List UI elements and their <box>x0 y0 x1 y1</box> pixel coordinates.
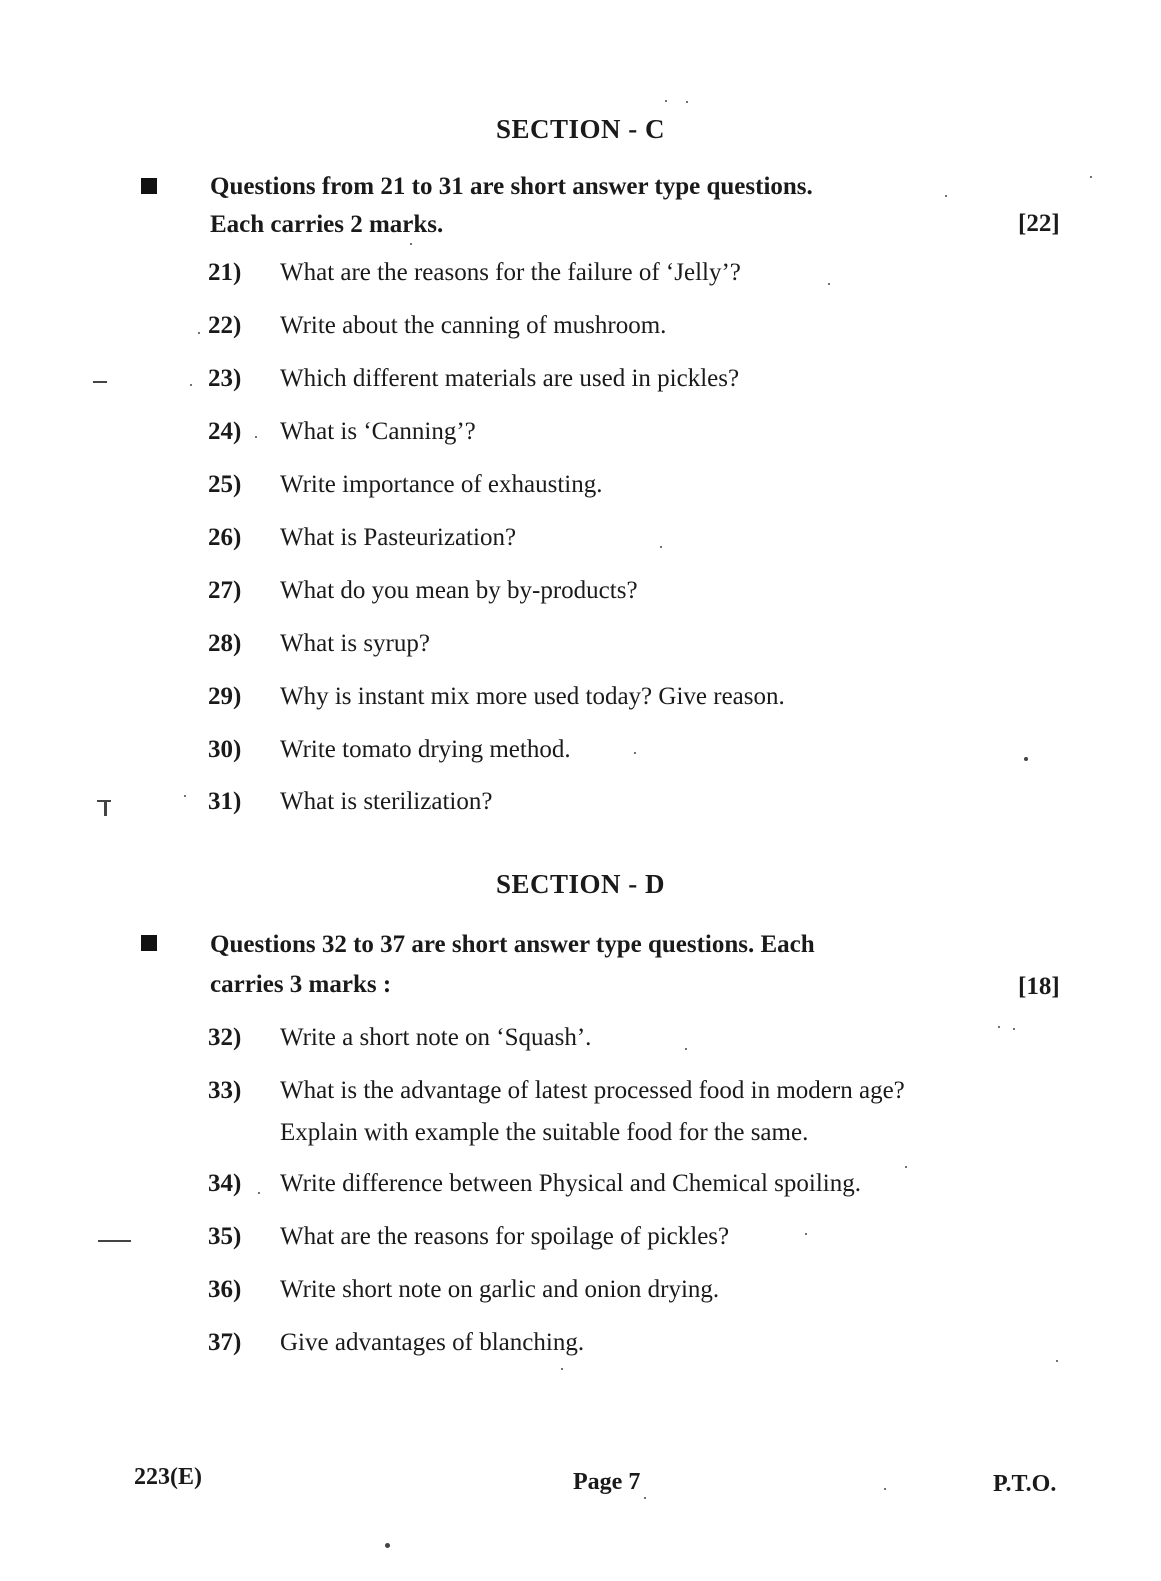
instruction-line-1: Questions 32 to 37 are short answer type questions. Each <box>210 931 815 958</box>
question-text: Write importance of exhausting. <box>280 471 603 498</box>
question-text: What is Pasteurization? <box>280 524 517 551</box>
question-number: 31) <box>208 788 242 815</box>
scan-speck <box>805 1233 807 1235</box>
scan-speck <box>385 1543 390 1548</box>
question-text: What is ‘Canning’? <box>280 418 476 445</box>
question-text: What do you mean by by-products? <box>280 577 638 604</box>
scan-speck <box>998 1026 1000 1028</box>
section-d-instructions <box>210 925 950 1005</box>
scan-speck <box>665 100 667 102</box>
question-26 <box>208 517 968 559</box>
scan-speck <box>945 195 947 197</box>
question-number: 33) <box>208 1077 242 1104</box>
scan-speck <box>561 1368 563 1370</box>
question-text: Write difference between Physical and Chemical spoiling. <box>280 1170 861 1197</box>
paper-code: 223(E) <box>134 1464 202 1490</box>
scan-speck <box>905 1166 907 1168</box>
question-37 <box>208 1322 968 1364</box>
question-number: 24) <box>208 418 242 445</box>
scan-speck <box>198 332 200 334</box>
question-33 <box>208 1070 908 1154</box>
section-c-instructions <box>210 168 950 244</box>
section-c-marks: [22] <box>1018 210 1060 237</box>
instruction-line-2: carries 3 marks : <box>210 971 392 998</box>
question-text: What is sterilization? <box>280 788 493 815</box>
bullet-icon <box>141 178 157 194</box>
question-30 <box>208 729 968 771</box>
section-d-marks: [18] <box>1018 973 1060 1000</box>
question-27 <box>208 570 968 612</box>
question-text: What are the reasons for the failure of ‘Jelly’? <box>280 259 741 286</box>
scan-speck <box>1013 1028 1015 1030</box>
page-number: Page 7 <box>573 1469 641 1495</box>
scan-speck <box>190 384 192 386</box>
question-text: What is the advantage of latest processed food in modern age? Explain with example the suitable food for the same. <box>280 1077 905 1146</box>
question-number: 22) <box>208 312 242 339</box>
question-text: What are the reasons for spoilage of pickles? <box>280 1223 730 1250</box>
scan-speck <box>660 546 662 548</box>
question-number: 25) <box>208 471 242 498</box>
question-number: 35) <box>208 1223 242 1250</box>
instruction-line-2: Each carries 2 marks. <box>210 211 444 238</box>
question-36 <box>208 1269 968 1311</box>
scan-speck <box>634 752 636 754</box>
question-number: 26) <box>208 524 242 551</box>
question-32 <box>208 1017 968 1059</box>
scan-speck <box>1024 757 1028 761</box>
scan-speck <box>686 101 688 103</box>
question-text: Write about the canning of mushroom. <box>280 312 667 339</box>
scan-speck <box>255 436 257 438</box>
question-31 <box>208 781 968 823</box>
question-number: 27) <box>208 577 242 604</box>
question-35 <box>208 1216 968 1258</box>
section-c-title: SECTION - C <box>495 114 666 144</box>
scan-speck <box>685 1048 687 1050</box>
question-21 <box>208 252 968 294</box>
question-number: 29) <box>208 683 242 710</box>
question-text: Write tomato drying method. <box>280 736 571 763</box>
question-24 <box>208 411 968 453</box>
question-23 <box>208 358 968 400</box>
question-text: Write a short note on ‘Squash’. <box>280 1024 592 1051</box>
scan-speck <box>184 795 186 797</box>
scan-mark <box>93 381 107 383</box>
question-number: 30) <box>208 736 242 763</box>
scan-speck <box>884 1488 886 1490</box>
question-text: Why is instant mix more used today? Give reason. <box>280 683 785 710</box>
bullet-icon <box>141 935 157 951</box>
question-number: 32) <box>208 1024 242 1051</box>
scan-speck <box>1090 176 1092 178</box>
section-d-title: SECTION - D <box>495 869 666 899</box>
scan-speck <box>1056 1360 1058 1362</box>
scan-speck <box>258 1192 260 1194</box>
question-text: Give advantages of blanching. <box>280 1329 585 1356</box>
scan-mark <box>98 1240 131 1242</box>
instruction-line-1: Questions from 21 to 31 are short answer type questions. <box>210 173 813 200</box>
question-text: What is syrup? <box>280 630 430 657</box>
question-text: Which different materials are used in pickles? <box>280 365 740 392</box>
question-28 <box>208 623 968 665</box>
scan-speck <box>410 243 412 245</box>
question-number: 21) <box>208 259 242 286</box>
scan-mark <box>104 802 107 816</box>
question-29 <box>208 676 968 718</box>
scan-speck <box>828 283 830 285</box>
question-22 <box>208 305 968 347</box>
question-34 <box>208 1163 968 1205</box>
question-number: 28) <box>208 630 242 657</box>
pto-label: P.T.O. <box>993 1471 1057 1497</box>
question-25 <box>208 464 968 506</box>
question-text: Write short note on garlic and onion drying. <box>280 1276 720 1303</box>
question-number: 37) <box>208 1329 242 1356</box>
question-number: 36) <box>208 1276 242 1303</box>
scan-speck <box>644 1497 646 1499</box>
question-number: 34) <box>208 1170 242 1197</box>
question-number: 23) <box>208 365 242 392</box>
